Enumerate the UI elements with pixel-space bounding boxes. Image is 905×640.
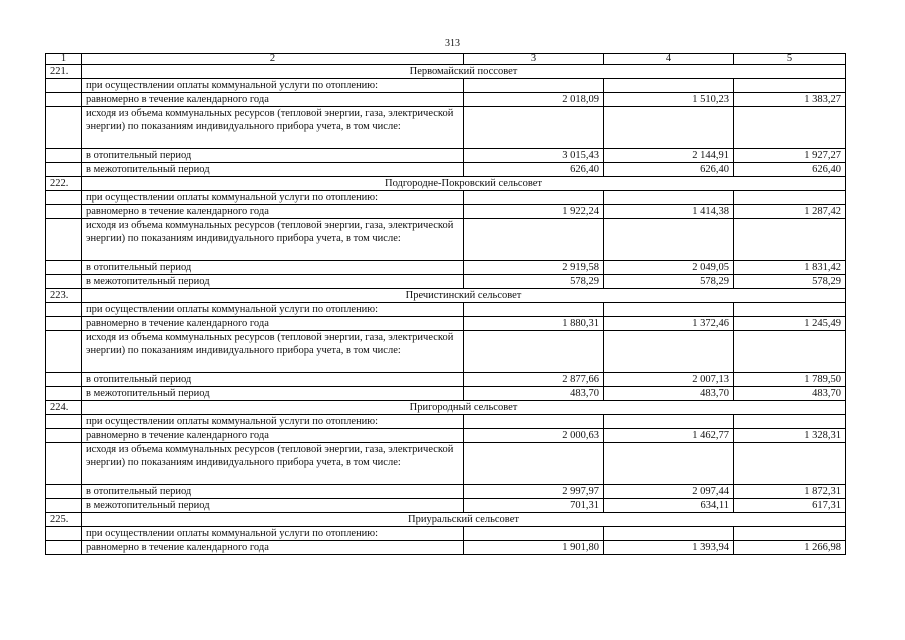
by-meter-row [46, 331, 846, 373]
empty-cell [46, 93, 82, 107]
section-number: 225. [46, 513, 82, 527]
row-label: в межотопительный период [82, 387, 464, 401]
empty-cell [604, 303, 734, 317]
empty-cell [464, 79, 604, 93]
empty-cell [46, 219, 82, 261]
empty-cell [604, 415, 734, 429]
column-number-cell: 2 [82, 54, 464, 65]
value-cell: 1 922,24 [464, 205, 604, 219]
empty-cell [734, 415, 846, 429]
column-number-row [46, 54, 846, 65]
value-cell: 1 927,27 [734, 149, 846, 163]
empty-cell [734, 79, 846, 93]
value-cell: 1 372,46 [604, 317, 734, 331]
empty-cell [604, 191, 734, 205]
intro-row [46, 79, 846, 93]
section-name: Первомайский поссовет [82, 65, 846, 79]
empty-cell [734, 331, 846, 373]
value-cell: 2 018,09 [464, 93, 604, 107]
value-cell: 1 414,38 [604, 205, 734, 219]
row-label: равномерно в течение календарного года [82, 429, 464, 443]
value-cell: 2 877,66 [464, 373, 604, 387]
value-cell: 1 872,31 [734, 485, 846, 499]
empty-cell [604, 527, 734, 541]
section-number: 222. [46, 177, 82, 191]
empty-cell [604, 79, 734, 93]
value-cell: 634,11 [604, 499, 734, 513]
uniform-row [46, 429, 846, 443]
heating-period-row [46, 261, 846, 275]
row-label: равномерно в течение календарного года [82, 205, 464, 219]
value-cell: 578,29 [464, 275, 604, 289]
row-label: в межотопительный период [82, 499, 464, 513]
empty-cell [464, 191, 604, 205]
empty-cell [46, 415, 82, 429]
empty-cell [604, 443, 734, 485]
section-number: 224. [46, 401, 82, 415]
section-name: Пречистинский сельсовет [82, 289, 846, 303]
value-cell: 2 007,13 [604, 373, 734, 387]
heating-period-row [46, 149, 846, 163]
value-cell: 1 266,98 [734, 541, 846, 555]
value-cell: 483,70 [464, 387, 604, 401]
value-cell: 1 831,42 [734, 261, 846, 275]
value-cell: 1 462,77 [604, 429, 734, 443]
empty-cell [46, 107, 82, 149]
empty-cell [46, 163, 82, 177]
value-cell: 578,29 [604, 275, 734, 289]
empty-cell [604, 331, 734, 373]
empty-cell [46, 275, 82, 289]
row-label: при осуществлении оплаты коммунальной услуги по отоплению: [82, 527, 464, 541]
section-header-row [46, 177, 846, 191]
row-label: равномерно в течение календарного года [82, 93, 464, 107]
row-label: при осуществлении оплаты коммунальной услуги по отоплению: [82, 415, 464, 429]
section-header-row [46, 65, 846, 79]
empty-cell [46, 373, 82, 387]
empty-cell [464, 107, 604, 149]
page-number: 313 [445, 38, 460, 49]
non-heating-period-row [46, 275, 846, 289]
section-name: Подгородне-Покровский сельсовет [82, 177, 846, 191]
empty-cell [46, 527, 82, 541]
value-cell: 2 144,91 [604, 149, 734, 163]
value-cell: 1 510,23 [604, 93, 734, 107]
by-meter-row [46, 443, 846, 485]
empty-cell [46, 149, 82, 163]
intro-row [46, 415, 846, 429]
value-cell: 2 049,05 [604, 261, 734, 275]
empty-cell [46, 317, 82, 331]
value-cell: 1 393,94 [604, 541, 734, 555]
empty-cell [734, 527, 846, 541]
row-label: равномерно в течение календарного года [82, 541, 464, 555]
row-label: в отопительный период [82, 373, 464, 387]
heating-period-row [46, 485, 846, 499]
intro-row [46, 527, 846, 541]
value-cell: 2 997,97 [464, 485, 604, 499]
section-name: Пригородный сельсовет [82, 401, 846, 415]
empty-cell [46, 261, 82, 275]
row-label: при осуществлении оплаты коммунальной услуги по отоплению: [82, 79, 464, 93]
value-cell: 2 000,63 [464, 429, 604, 443]
value-cell: 626,40 [604, 163, 734, 177]
row-label: равномерно в течение календарного года [82, 317, 464, 331]
value-cell: 1 880,31 [464, 317, 604, 331]
section-header-row [46, 289, 846, 303]
value-cell: 578,29 [734, 275, 846, 289]
value-cell: 626,40 [464, 163, 604, 177]
empty-cell [604, 219, 734, 261]
empty-cell [46, 303, 82, 317]
row-label: в межотопительный период [82, 163, 464, 177]
value-cell: 483,70 [734, 387, 846, 401]
row-label: исходя из объема коммунальных ресурсов (тепловой энергии, газа, электрической энергии) по показаниям индивидуального прибора учета, в том числе: [82, 219, 464, 261]
row-label: исходя из объема коммунальных ресурсов (тепловой энергии, газа, электрической энергии) по показаниям индивидуального прибора учета, в том числе: [82, 331, 464, 373]
column-number-cell: 4 [604, 54, 734, 65]
value-cell: 626,40 [734, 163, 846, 177]
section-header-row [46, 401, 846, 415]
empty-cell [46, 205, 82, 219]
row-label: в отопительный период [82, 261, 464, 275]
empty-cell [604, 107, 734, 149]
row-label: в отопительный период [82, 149, 464, 163]
section-number: 223. [46, 289, 82, 303]
row-label: исходя из объема коммунальных ресурсов (тепловой энергии, газа, электрической энергии) по показаниям индивидуального прибора учета, в том числе: [82, 107, 464, 149]
value-cell: 701,31 [464, 499, 604, 513]
empty-cell [46, 541, 82, 555]
value-cell: 1 901,80 [464, 541, 604, 555]
uniform-row [46, 205, 846, 219]
empty-cell [46, 191, 82, 205]
empty-cell [46, 429, 82, 443]
value-cell: 3 015,43 [464, 149, 604, 163]
empty-cell [734, 443, 846, 485]
section-header-row [46, 513, 846, 527]
empty-cell [46, 79, 82, 93]
tariff-table [45, 53, 846, 555]
empty-cell [46, 499, 82, 513]
intro-row [46, 303, 846, 317]
section-number: 221. [46, 65, 82, 79]
empty-cell [46, 485, 82, 499]
value-cell: 1 383,27 [734, 93, 846, 107]
row-label: при осуществлении оплаты коммунальной услуги по отоплению: [82, 303, 464, 317]
value-cell: 617,31 [734, 499, 846, 513]
row-label: исходя из объема коммунальных ресурсов (тепловой энергии, газа, электрической энергии) по показаниям индивидуального прибора учета, в том числе: [82, 443, 464, 485]
empty-cell [46, 387, 82, 401]
column-number-cell: 1 [46, 54, 82, 65]
empty-cell [464, 443, 604, 485]
value-cell: 483,70 [604, 387, 734, 401]
empty-cell [734, 303, 846, 317]
empty-cell [464, 303, 604, 317]
value-cell: 1 328,31 [734, 429, 846, 443]
value-cell: 1 287,42 [734, 205, 846, 219]
by-meter-row [46, 107, 846, 149]
empty-cell [464, 331, 604, 373]
uniform-row [46, 93, 846, 107]
row-label: в межотопительный период [82, 275, 464, 289]
value-cell: 2 097,44 [604, 485, 734, 499]
empty-cell [734, 107, 846, 149]
row-label: в отопительный период [82, 485, 464, 499]
uniform-row [46, 317, 846, 331]
intro-row [46, 191, 846, 205]
empty-cell [46, 331, 82, 373]
non-heating-period-row [46, 387, 846, 401]
non-heating-period-row [46, 163, 846, 177]
section-name: Приуральский сельсовет [82, 513, 846, 527]
uniform-row [46, 541, 846, 555]
empty-cell [464, 415, 604, 429]
value-cell: 1 789,50 [734, 373, 846, 387]
non-heating-period-row [46, 499, 846, 513]
value-cell: 1 245,49 [734, 317, 846, 331]
column-number-cell: 3 [464, 54, 604, 65]
empty-cell [734, 219, 846, 261]
by-meter-row [46, 219, 846, 261]
column-number-cell: 5 [734, 54, 846, 65]
empty-cell [46, 443, 82, 485]
value-cell: 2 919,58 [464, 261, 604, 275]
empty-cell [464, 527, 604, 541]
empty-cell [464, 219, 604, 261]
heating-period-row [46, 373, 846, 387]
row-label: при осуществлении оплаты коммунальной услуги по отоплению: [82, 191, 464, 205]
empty-cell [734, 191, 846, 205]
